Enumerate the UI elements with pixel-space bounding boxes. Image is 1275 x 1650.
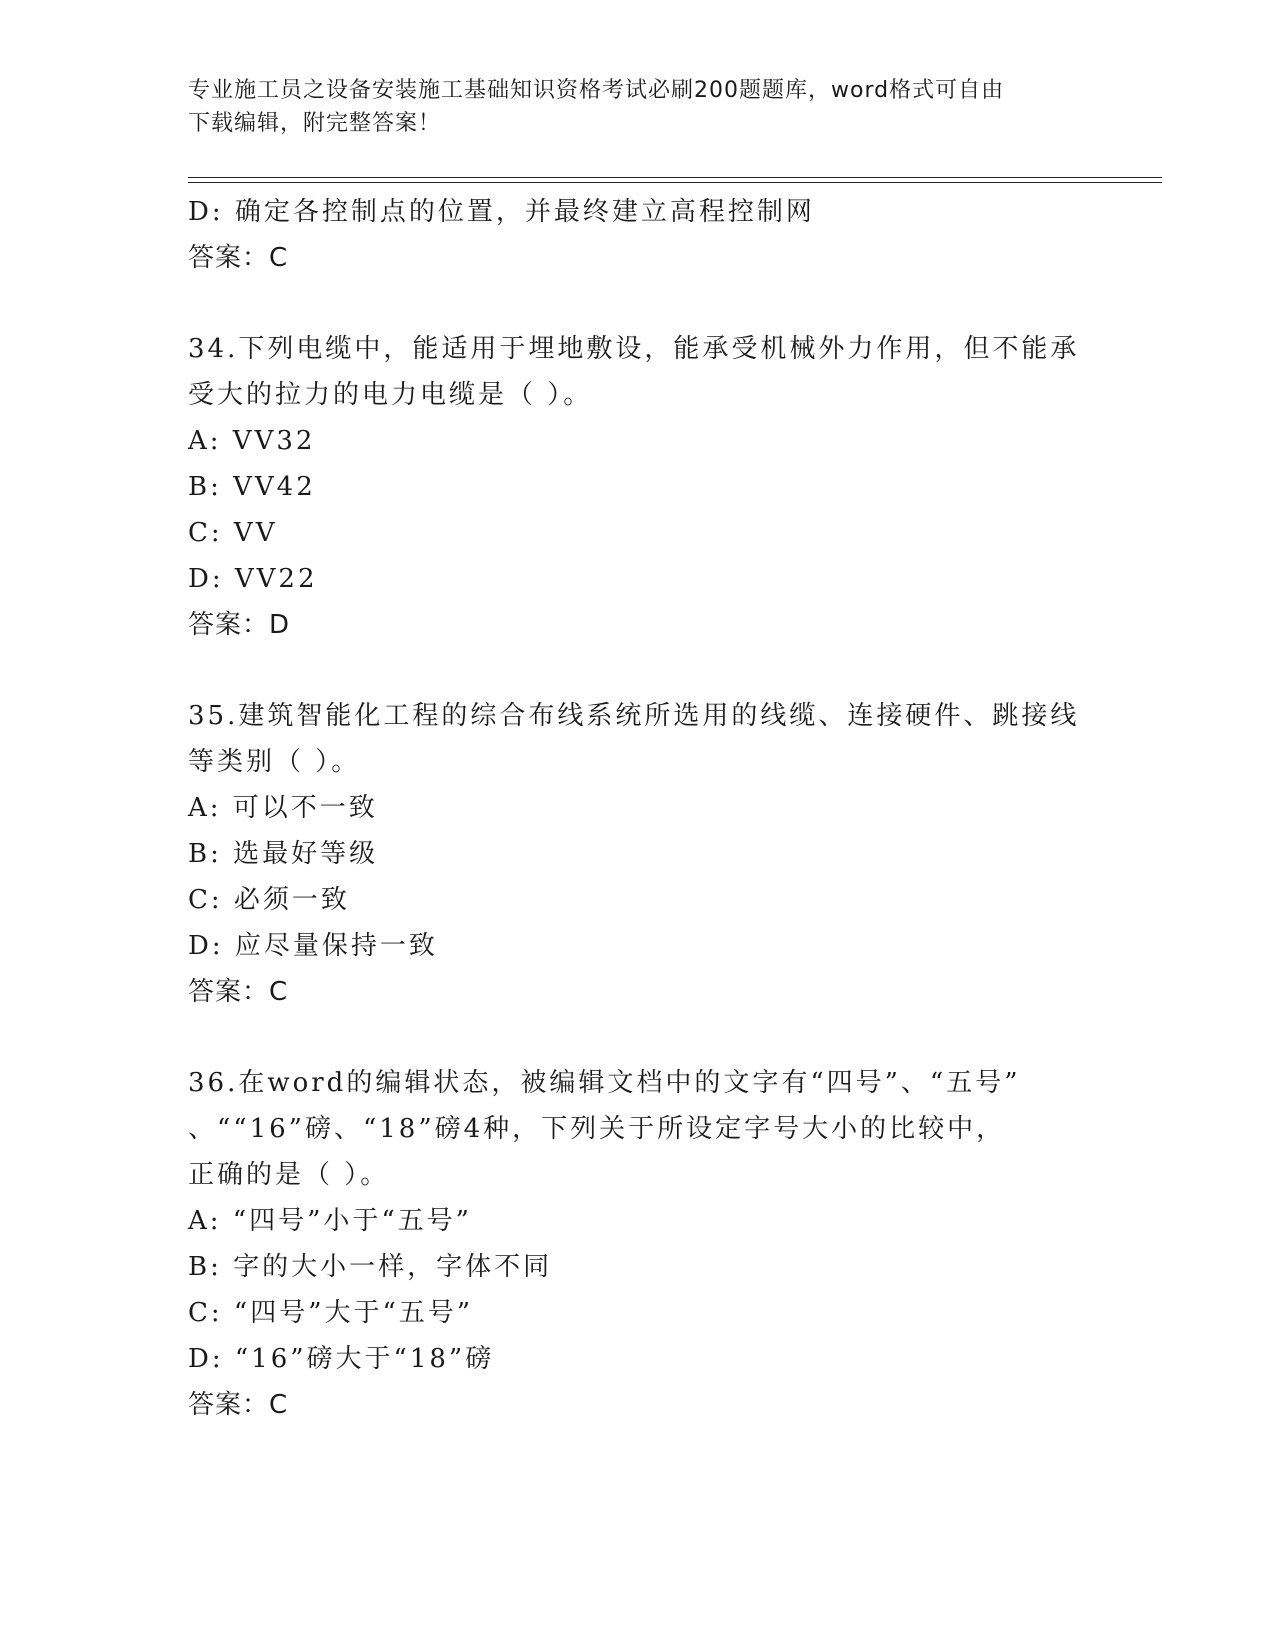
prev-answer: 答案：C (188, 243, 289, 273)
option-a: A: VV32 (188, 426, 316, 456)
option-c: C: VV (188, 518, 278, 548)
question-stem: 36.在word的编辑状态，被编辑文档中的文字有“四号”、“五号” (188, 1068, 1021, 1098)
option-c: C: “四号”大于“五号” (188, 1298, 474, 1328)
spacer (188, 648, 1088, 693)
document-header (188, 74, 1088, 140)
question-36 (188, 1060, 1088, 1428)
question-34 (188, 326, 1088, 648)
header-rule-top (188, 177, 1162, 178)
question-stem: 等类别（ ）。 (188, 747, 361, 777)
option-b: B: VV42 (188, 472, 316, 502)
question-stem: 受大的拉力的电力电缆是（ ）。 (188, 380, 593, 410)
question-stem: 、““16”磅、“18”磅4种，下列关于所设定字号大小的比较中， (188, 1114, 1006, 1144)
spacer (188, 281, 1088, 326)
answer: 答案：C (188, 977, 289, 1007)
option-a: A: “四号”小于“五号” (188, 1206, 472, 1236)
header-line-2: 下载编辑，附完整答案！ (188, 111, 442, 136)
option-c: C: 必须一致 (188, 885, 350, 915)
header-line-1: 专业施工员之设备安装施工基础知识资格考试必刷200题题库，word格式可自由 (188, 78, 1005, 103)
spacer (188, 1015, 1088, 1060)
question-stem: 34.下列电缆中，能适用于埋地敷设，能承受机械外力作用，但不能承 (188, 334, 1080, 364)
question-35 (188, 693, 1088, 1015)
header-rule-bottom (188, 182, 1162, 183)
option-b: B: 字的大小一样，字体不同 (188, 1252, 553, 1282)
option-d: D: 应尽量保持一致 (188, 931, 438, 961)
question-stem: 35.建筑智能化工程的综合布线系统所选用的线缆、连接硬件、跳接线 (188, 701, 1080, 731)
option-a: A: 可以不一致 (188, 793, 378, 823)
question-content (188, 189, 1088, 1428)
option-d: D: “16”磅大于“18”磅 (188, 1344, 495, 1374)
answer: 答案：D (188, 610, 291, 640)
prev-option-d: D: 确定各控制点的位置，并最终建立高程控制网 (188, 197, 815, 227)
question-stem: 正确的是（ ）。 (188, 1160, 390, 1190)
option-b: B: 选最好等级 (188, 839, 379, 869)
answer: 答案：C (188, 1390, 289, 1420)
option-d: D: VV22 (188, 564, 318, 594)
